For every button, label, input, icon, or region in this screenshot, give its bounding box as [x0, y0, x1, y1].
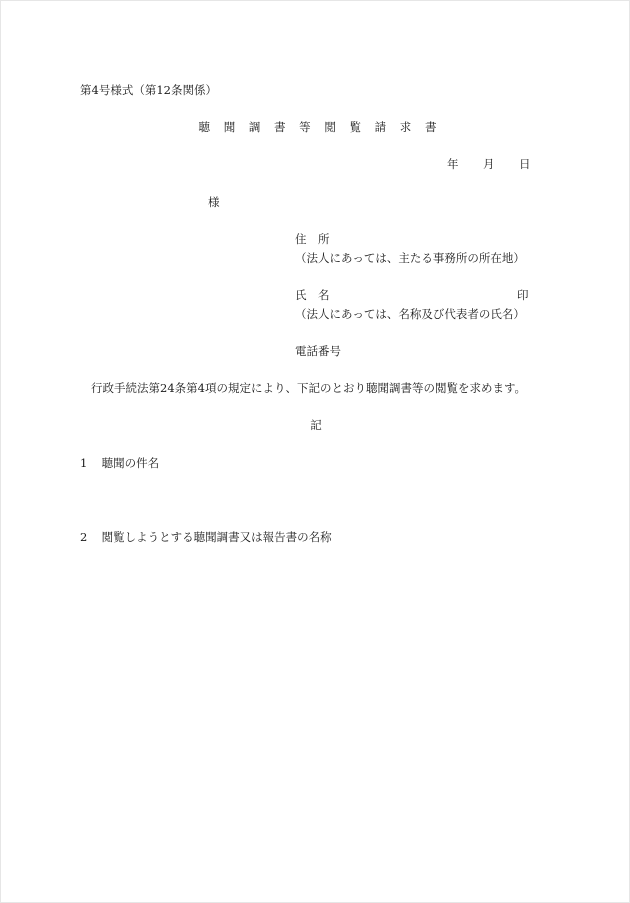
item-label: 聴聞の件名: [101, 456, 160, 470]
document-title: 聴 聞 調 書 等 閲 覧 請 求 書: [198, 120, 442, 134]
name-note: （法人にあっては、名称及び代表者の氏名）: [295, 307, 525, 321]
form-number: 第4号様式（第12条関係）: [80, 83, 217, 97]
phone-label: 電話番号: [295, 344, 341, 358]
date-row: [447, 157, 531, 171]
name-label: 氏 名: [295, 288, 330, 302]
list-item: [80, 530, 332, 544]
request-body-text: 行政手続法第24条第4項の規定により、下記のとおり聴聞調書等の閲覧を求めます。: [91, 381, 527, 395]
address-label: 住 所: [295, 232, 330, 246]
item-label: 閲覧しようとする聴聞調書又は報告書の名称: [101, 530, 332, 544]
item-number: 2: [80, 530, 88, 544]
addressee-suffix: 様: [208, 195, 220, 209]
date-day-label: 日: [519, 157, 531, 171]
seal-label: 印: [517, 288, 529, 302]
item-number: 1: [80, 456, 88, 470]
ki-heading: 記: [310, 418, 322, 432]
address-note: （法人にあっては、主たる事務所の所在地）: [295, 251, 525, 265]
list-item: [80, 456, 159, 470]
date-month-label: 月: [483, 157, 495, 171]
date-year-label: 年: [447, 157, 459, 171]
